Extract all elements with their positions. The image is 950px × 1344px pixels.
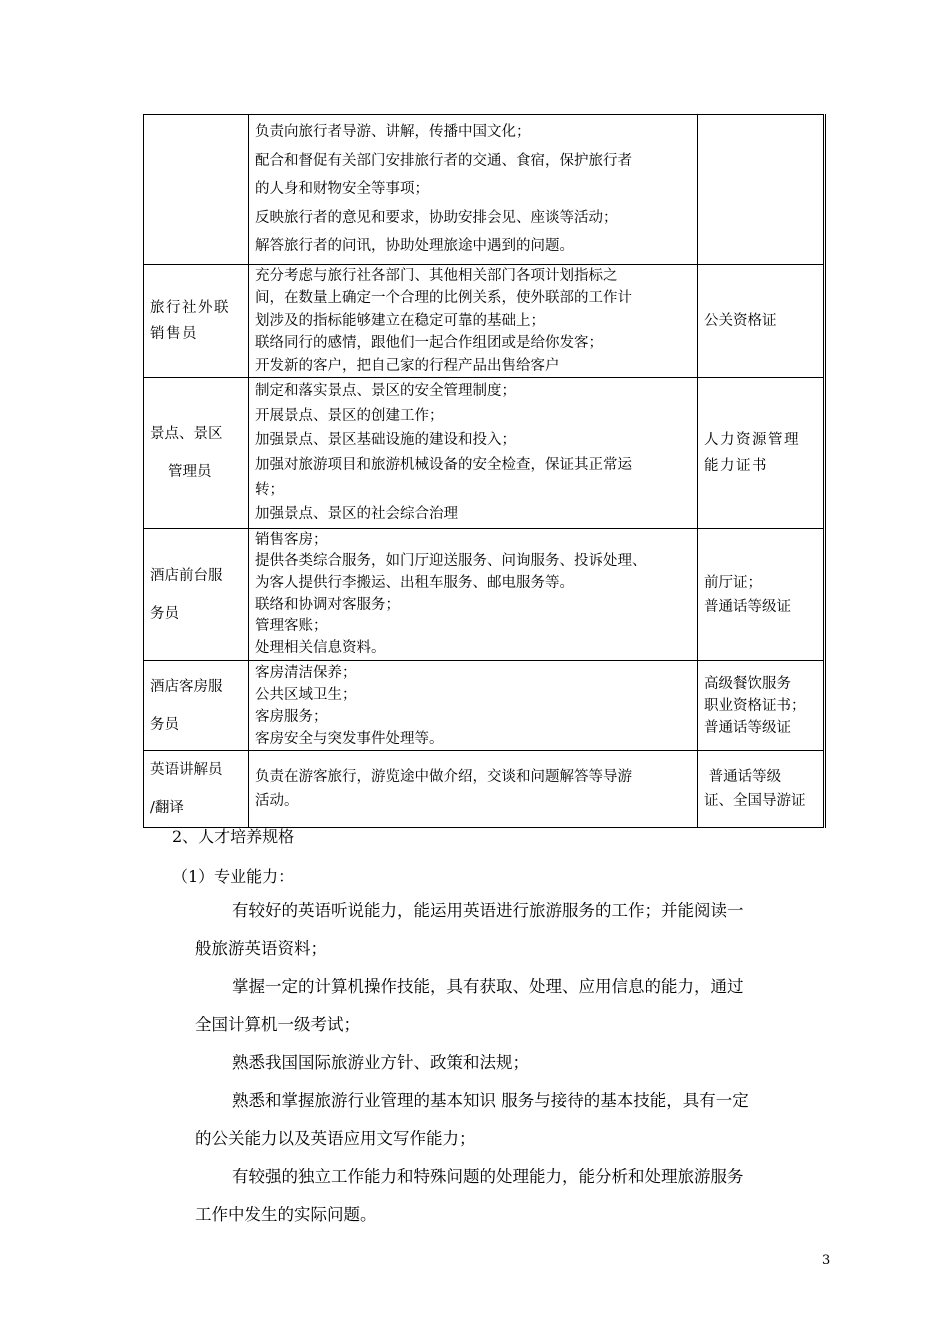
certificate-cell [698,378,825,529]
paragraph-line: 工作中发生的实际问题。 [195,1205,377,1224]
table-row [144,661,825,751]
duty-line: 负责在游客旅行，游览途中做介绍，交谈和问题解答等导游 [255,769,632,786]
duties-cell [249,529,698,661]
paragraph-line: 全国计算机一级考试； [195,1015,360,1034]
certificate-cell [698,115,825,265]
certificate-line: 高级餐饮服务 [704,675,791,692]
position-cell [144,265,249,378]
table-row [144,378,825,529]
duty-line: 联络和协调对客服务； [255,596,400,613]
section-heading: 2、人才培养规格 [172,827,295,846]
duty-line: 提供各类综合服务，如门厅迎送服务、问询服务、投诉处理、 [255,553,647,570]
ability-paragraph [195,892,835,1234]
certificate-line: 前厅证； [704,574,762,591]
duty-line: 公共区域卫生； [255,686,357,703]
position-line: 景点、景区 [150,426,223,443]
certificate-cell [698,751,825,828]
duty-line: 联络同行的感情，跟他们一起合作组团或是给你发客； [255,335,603,352]
section-subheading: （1）专业能力： [172,867,295,886]
duties-cell [249,751,698,828]
position-cell [144,661,249,751]
duty-line: 管理客账； [255,618,328,635]
certificate-line: 能力证书 [704,458,768,475]
duty-line: 转； [255,481,284,498]
duty-line: 负责向旅行者导游、讲解，传播中国文化； [255,124,531,141]
position-line: 务员 [150,716,179,733]
duty-line: 的人身和财物安全等事项； [255,181,429,198]
job-positions-table [143,114,826,828]
certificate-line: 证、全国导游证 [704,793,806,810]
table-row [144,751,825,828]
duty-line: 制定和落实景点、景区的安全管理制度； [255,382,516,399]
position-line: 酒店客房服 [150,678,223,695]
duties-cell [249,115,698,265]
position-cell [144,115,249,265]
duty-line: 客房清洁保养； [255,664,357,681]
position-cell [144,751,249,828]
certificate-line: 普通话等级 [704,769,782,786]
position-cell [144,378,249,529]
duties-cell [249,378,698,529]
duty-line: 开展景点、景区的创建工作； [255,407,444,424]
certificate-line: 普通话等级证 [704,719,791,736]
duty-line: 充分考虑与旅行社各部门、其他相关部门各项计划指标之 [255,268,618,284]
position-line: 务员 [150,605,179,622]
duties-cell [249,265,698,378]
position-line: 旅行社外联 [150,300,230,317]
certificate-line: 公关资格证 [704,313,777,330]
duty-line: 活动。 [255,793,299,810]
position-line: 管理员 [168,464,212,481]
certificate-line: 人力资源管理 [704,432,800,449]
duty-line: 配合和督促有关部门安排旅行者的交通、食宿，保护旅行者 [255,152,632,169]
paragraph-line: 熟悉和掌握旅游行业管理的基本知识 服务与接待的基本技能，具有一定 [232,1091,749,1110]
duties-cell [249,661,698,751]
paragraph-line: 有较好的英语听说能力，能运用英语进行旅游服务的工作；并能阅读一 [232,901,744,920]
duty-line: 反映旅行者的意见和要求，协助安排会见、座谈等活动； [255,209,618,226]
duty-line: 销售客房； [255,531,328,548]
position-cell [144,529,249,661]
duty-line: 客房安全与突发事件处理等。 [255,730,444,747]
position-line: 销售员 [150,326,198,343]
paragraph-line: 有较强的独立工作能力和特殊问题的处理能力，能分析和处理旅游服务 [232,1167,744,1186]
paragraph-line: 熟悉我国国际旅游业方针、政策和法规； [232,1053,529,1072]
certificate-cell [698,265,825,378]
paragraph-line: 的公关能力以及英语应用文写作能力； [195,1129,476,1148]
duty-line: 加强景点、景区的社会综合治理 [255,506,458,523]
certificate-line: 普通话等级证 [704,598,791,615]
page-number: 3 [822,1253,831,1268]
position-line: 英语讲解员 [150,762,223,779]
certificate-line: 职业资格证书； [704,697,806,714]
table-row [144,265,825,378]
duty-line: 划涉及的指标能够建立在稳定可靠的基础上； [255,312,545,329]
duty-line: 加强景点、景区基础设施的建设和投入； [255,432,516,449]
position-line: /翻译 [150,800,184,817]
duty-line: 解答旅行者的问讯，协助处理旅途中遇到的问题。 [255,238,574,255]
duty-line: 为客人提供行李搬运、出租车服务、邮电服务等。 [255,574,574,591]
paragraph-line: 般旅游英语资料； [195,939,327,958]
duty-line: 客房服务； [255,708,328,725]
table-row [144,115,825,265]
duty-line: 加强对旅游项目和旅游机械设备的安全检查，保证其正常运 [255,457,632,474]
certificate-cell [698,661,825,751]
position-line: 酒店前台服 [150,567,223,584]
duty-line: 处理相关信息资料。 [255,639,386,656]
duty-line: 间，在数量上确定一个合理的比例关系，使外联部的工作计 [255,290,632,307]
duty-line: 开发新的客户，把自己家的行程产品出售给客户 [255,357,560,374]
table-row [144,529,825,661]
paragraph-line: 掌握一定的计算机操作技能，具有获取、处理、应用信息的能力，通过 [232,977,744,996]
certificate-cell [698,529,825,661]
